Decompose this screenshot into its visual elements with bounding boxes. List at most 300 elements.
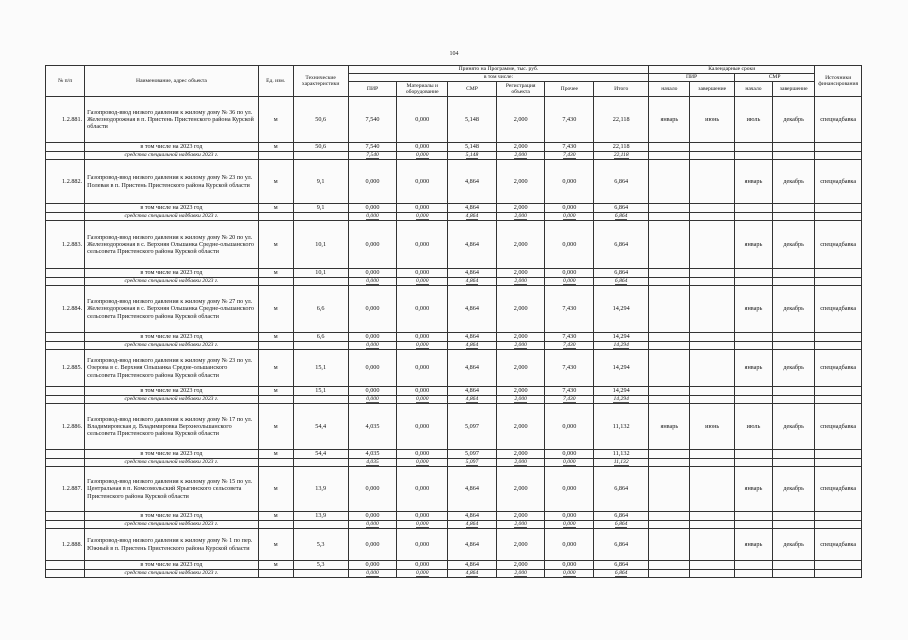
mat-cell: 0,000	[397, 350, 448, 387]
funding-blank	[46, 342, 85, 350]
subtotal-unit: м	[258, 269, 293, 278]
funding-other-cell	[545, 342, 594, 350]
subtotal-empty	[734, 561, 772, 570]
date-e1-cell: июнь	[690, 97, 734, 143]
subtotal-other: 0,000	[545, 512, 594, 521]
smr-cell: 4,864	[448, 529, 497, 561]
subtotal-unit: м	[258, 387, 293, 396]
subtotal-total: 6,864	[594, 269, 649, 278]
funding-mat-cell	[397, 152, 448, 160]
other-cell: 7,430	[545, 286, 594, 333]
subtotal-tech: 50,6	[293, 143, 348, 152]
smr-cell: 4,864	[448, 350, 497, 387]
subtotal-empty	[649, 269, 690, 278]
subtotal-total: 11,132	[594, 450, 649, 459]
funding-label: средства специальной надбавки 2023 г.	[85, 396, 259, 404]
subtotal-other: 7,430	[545, 143, 594, 152]
row-number: 1.2.883.	[46, 221, 85, 269]
header-mat: Материалы и оборудование	[397, 82, 448, 97]
unit-cell: м	[258, 350, 293, 387]
funding-reg-cell	[496, 396, 545, 404]
subtotal-smr: 4,864	[448, 333, 497, 342]
funding-mat: 0,000	[415, 152, 429, 159]
subtotal-unit: м	[258, 204, 293, 213]
subtotal-empty	[690, 387, 734, 396]
subtotal-mat: 0,000	[397, 512, 448, 521]
date-e1-cell	[690, 350, 734, 387]
total-cell: 6,864	[594, 529, 649, 561]
subtotal-smr: 4,864	[448, 512, 497, 521]
subtotal-reg: 2,000	[496, 204, 545, 213]
header-end-pir: завершение	[690, 82, 734, 97]
subtotal-unit: м	[258, 450, 293, 459]
funding-smr-cell	[448, 459, 497, 467]
reg-cell: 2,000	[496, 221, 545, 269]
funding-empty	[690, 342, 734, 350]
subtotal-empty	[815, 387, 862, 396]
row-number: 1.2.888.	[46, 529, 85, 561]
funding-empty	[815, 521, 862, 529]
object-name: Газопровод-ввод низкого давления к жилому дому № 17 по ул. Владимировская д. Владимировка Верхнеольшанского сельсовета Пристенского района Курской области	[85, 404, 259, 450]
subtotal-other: 0,000	[545, 269, 594, 278]
date-e2-cell: декабрь	[773, 286, 815, 333]
subtotal-label: в том числе на 2023 год	[85, 333, 259, 342]
funding-row	[46, 152, 862, 160]
reg-cell: 2,000	[496, 467, 545, 512]
object-name: Газопровод-ввод низкого давления к жилому дому № 1 по пер. Южный в п. Пристень Пристенского района Курской области	[85, 529, 259, 561]
pir-cell: 0,000	[348, 529, 397, 561]
subtotal-empty	[734, 450, 772, 459]
subtotal-row	[46, 387, 862, 396]
funding-empty	[734, 152, 772, 160]
funding-reg-cell	[496, 342, 545, 350]
header-start-pir: начало	[649, 82, 690, 97]
object-row	[46, 467, 862, 512]
funding-smr: 4,864	[465, 521, 479, 528]
funding-smr-cell	[448, 278, 497, 286]
date-s2-cell: январь	[734, 160, 772, 204]
subtotal-label: в том числе на 2023 год	[85, 561, 259, 570]
mat-cell: 0,000	[397, 97, 448, 143]
source-cell: спецнадбавка	[815, 286, 862, 333]
subtotal-other: 0,000	[545, 561, 594, 570]
date-s1-cell	[649, 160, 690, 204]
funding-row	[46, 396, 862, 404]
funding-pir: 0,000	[366, 342, 379, 349]
subtotal-smr: 4,864	[448, 204, 497, 213]
pir-cell: 4,035	[348, 404, 397, 450]
funding-empty	[773, 152, 815, 160]
funding-smr: 5,148	[465, 152, 479, 159]
funding-label: средства специальной надбавки 2023 г.	[85, 570, 259, 578]
subtotal-empty	[649, 561, 690, 570]
funding-empty-tech	[293, 213, 348, 221]
smr-cell: 4,864	[448, 286, 497, 333]
date-e2-cell: декабрь	[773, 529, 815, 561]
subtotal-empty	[773, 512, 815, 521]
header-cal-pir: ПИР	[649, 74, 735, 82]
funding-pir: 7,540	[366, 152, 379, 159]
date-s2-cell: январь	[734, 221, 772, 269]
subtotal-total: 14,294	[594, 387, 649, 396]
funding-other-cell	[545, 459, 594, 467]
funding-smr: 4,864	[465, 278, 479, 285]
tech-cell: 10,1	[293, 221, 348, 269]
date-e2-cell: декабрь	[773, 350, 815, 387]
header-other: Прочее	[545, 82, 594, 97]
subtotal-total: 6,864	[594, 512, 649, 521]
funding-total-cell	[594, 152, 649, 160]
header-cal-smr: СМР	[734, 74, 814, 82]
funding-empty-unit	[258, 459, 293, 467]
date-s1-cell	[649, 221, 690, 269]
source-cell: спецнадбавка	[815, 529, 862, 561]
subtotal-reg: 2,000	[496, 561, 545, 570]
reg-cell: 2,000	[496, 529, 545, 561]
header-source: Источники финансирования	[815, 66, 862, 97]
subtotal-mat: 0,000	[397, 561, 448, 570]
subtotal-empty	[649, 387, 690, 396]
funding-empty	[815, 396, 862, 404]
funding-empty-tech	[293, 459, 348, 467]
subtotal-empty	[734, 269, 772, 278]
date-s1-cell	[649, 286, 690, 333]
row-number: 1.2.884.	[46, 286, 85, 333]
funding-empty-tech	[293, 278, 348, 286]
funding-empty-tech	[293, 521, 348, 529]
funding-empty	[734, 570, 772, 578]
subtotal-label: в том числе на 2023 год	[85, 269, 259, 278]
smr-cell: 4,864	[448, 221, 497, 269]
total-cell: 14,294	[594, 350, 649, 387]
funding-total: 6,864	[614, 213, 628, 220]
date-e2-cell: декабрь	[773, 221, 815, 269]
subtotal-row	[46, 561, 862, 570]
subtotal-mat: 0,000	[397, 333, 448, 342]
date-e2-cell: декабрь	[773, 160, 815, 204]
pir-cell: 0,000	[348, 350, 397, 387]
tech-cell: 15,1	[293, 350, 348, 387]
funding-empty	[734, 396, 772, 404]
subtotal-other: 7,430	[545, 387, 594, 396]
funding-pir: 0,000	[366, 396, 379, 403]
funding-blank	[46, 152, 85, 160]
subtotal-reg: 2,000	[496, 269, 545, 278]
funding-label: средства специальной надбавки 2023 г.	[85, 459, 259, 467]
funding-total: 6,864	[614, 521, 628, 528]
funding-other: 0,000	[563, 570, 576, 577]
subtotal-empty	[690, 450, 734, 459]
subtotal-pir: 0,000	[348, 561, 397, 570]
header-pir: ПИР	[348, 82, 397, 97]
funding-other-cell	[545, 396, 594, 404]
funding-mat: 0,000	[415, 342, 429, 349]
subtotal-pir: 0,000	[348, 512, 397, 521]
funding-pir-cell	[348, 521, 397, 529]
funding-total: 22,118	[613, 152, 629, 159]
header-end-smr: завершение	[773, 82, 815, 97]
subtotal-reg: 2,000	[496, 450, 545, 459]
unit-cell: м	[258, 404, 293, 450]
subtotal-other: 0,000	[545, 450, 594, 459]
other-cell: 7,430	[545, 97, 594, 143]
mat-cell: 0,000	[397, 404, 448, 450]
funding-other: 0,000	[563, 459, 576, 466]
header-calendar: Календарные сроки	[649, 66, 815, 74]
funding-empty-unit	[258, 396, 293, 404]
funding-mat-cell	[397, 459, 448, 467]
header-name: Наименование, адрес объекта	[85, 66, 259, 97]
object-name: Газопровод-ввод низкого давления к жилому дому № 23 по ул. Озерова в с. Верхняя Ольшанка Средне-ольшанского сельсовета Пристенского района Курской области	[85, 350, 259, 387]
source-cell: спецнадбавка	[815, 160, 862, 204]
funding-smr-cell	[448, 342, 497, 350]
funding-smr-cell	[448, 152, 497, 160]
funding-smr-cell	[448, 396, 497, 404]
subtotal-empty	[815, 512, 862, 521]
source-cell: спецнадбавка	[815, 97, 862, 143]
date-s1-cell: январь	[649, 404, 690, 450]
other-cell: 7,430	[545, 350, 594, 387]
source-cell: спецнадбавка	[815, 404, 862, 450]
funding-other: 7,430	[563, 396, 576, 403]
funding-mat-cell	[397, 278, 448, 286]
funding-other: 7,430	[563, 152, 576, 159]
subtotal-empty	[690, 204, 734, 213]
mat-cell: 0,000	[397, 286, 448, 333]
source-cell: спецнадбавка	[815, 467, 862, 512]
subtotal-tech: 6,6	[293, 333, 348, 342]
subtotal-empty	[649, 204, 690, 213]
funding-label: средства специальной надбавки 2023 г.	[85, 521, 259, 529]
date-s2-cell: январь	[734, 529, 772, 561]
funding-smr-cell	[448, 521, 497, 529]
funding-row	[46, 570, 862, 578]
subtotal-empty	[734, 204, 772, 213]
subtotal-empty	[690, 269, 734, 278]
date-s2-cell: январь	[734, 350, 772, 387]
funding-empty	[649, 278, 690, 286]
subtotal-pir: 0,000	[348, 269, 397, 278]
funding-empty-unit	[258, 213, 293, 221]
subtotal-mat: 0,000	[397, 387, 448, 396]
row-number: 1.2.887.	[46, 467, 85, 512]
date-s2-cell: июль	[734, 404, 772, 450]
date-e1-cell	[690, 160, 734, 204]
object-name: Газопровод-ввод низкого давления к жилому дому № 20 по ул. Железнодорожная в с. Верхняя Ольшанка Средне-ольшанского сельсовета Пристенского района Курской области	[85, 221, 259, 269]
tech-cell: 50,6	[293, 97, 348, 143]
funding-reg-cell	[496, 459, 545, 467]
funding-empty	[773, 396, 815, 404]
funding-other: 7,430	[563, 342, 576, 349]
subtotal-label: в том числе на 2023 год	[85, 143, 259, 152]
subtotal-tech: 15,1	[293, 387, 348, 396]
table-header	[46, 66, 862, 97]
subtotal-empty	[690, 561, 734, 570]
subtotal-empty	[649, 450, 690, 459]
unit-cell: м	[258, 529, 293, 561]
date-s2-cell: январь	[734, 467, 772, 512]
funding-mat: 0,000	[415, 278, 429, 285]
subtotal-empty	[773, 450, 815, 459]
object-row	[46, 286, 862, 333]
subtotal-empty	[773, 204, 815, 213]
funding-reg: 2,000	[514, 521, 527, 528]
funding-label: средства специальной надбавки 2023 г.	[85, 152, 259, 160]
funding-row	[46, 278, 862, 286]
header-reg: Регистрация объекта	[496, 82, 545, 97]
subtotal-unit: м	[258, 512, 293, 521]
funding-other-cell	[545, 152, 594, 160]
header-tech: Технические характеристики	[293, 66, 348, 97]
subtotal-tech: 54,4	[293, 450, 348, 459]
funding-label: средства специальной надбавки 2023 г.	[85, 278, 259, 286]
funding-reg: 2,000	[514, 213, 527, 220]
other-cell: 0,000	[545, 221, 594, 269]
funding-row	[46, 213, 862, 221]
subtotal-pir: 0,000	[348, 204, 397, 213]
date-e1-cell	[690, 529, 734, 561]
subtotal-empty	[649, 143, 690, 152]
funding-reg-cell	[496, 521, 545, 529]
funding-mat: 0,000	[415, 396, 429, 403]
funding-pir-cell	[348, 570, 397, 578]
subtotal-label: в том числе на 2023 год	[85, 204, 259, 213]
funding-empty	[649, 342, 690, 350]
subtotal-reg: 2,000	[496, 333, 545, 342]
funding-mat-cell	[397, 570, 448, 578]
funding-total-cell	[594, 213, 649, 221]
funding-label: средства специальной надбавки 2023 г.	[85, 213, 259, 221]
funding-empty	[773, 278, 815, 286]
mat-cell: 0,000	[397, 529, 448, 561]
funding-empty	[734, 459, 772, 467]
object-name: Газопровод-ввод низкого давления к жилому дому № 15 по ул. Центральная в п. Комсомольский Ярыгинского сельсовета Пристенского района Курской области	[85, 467, 259, 512]
date-s1-cell	[649, 350, 690, 387]
other-cell: 0,000	[545, 160, 594, 204]
funding-pir-cell	[348, 278, 397, 286]
header-total: Итого	[594, 82, 649, 97]
funding-pir-cell	[348, 459, 397, 467]
subtotal-mat: 0,000	[397, 269, 448, 278]
total-cell: 6,864	[594, 160, 649, 204]
funding-empty	[649, 459, 690, 467]
funding-smr: 4,864	[465, 570, 479, 577]
pir-cell: 0,000	[348, 286, 397, 333]
funding-other-cell	[545, 570, 594, 578]
source-cell: спецнадбавка	[815, 221, 862, 269]
subtotal-label: в том числе на 2023 год	[85, 387, 259, 396]
funding-empty-unit	[258, 278, 293, 286]
funding-empty	[690, 278, 734, 286]
subtotal-row	[46, 143, 862, 152]
date-e1-cell: июнь	[690, 404, 734, 450]
program-table	[45, 65, 862, 578]
funding-empty-unit	[258, 570, 293, 578]
funding-empty	[690, 459, 734, 467]
subtotal-blank	[46, 450, 85, 459]
subtotal-reg: 2,000	[496, 387, 545, 396]
mat-cell: 0,000	[397, 221, 448, 269]
subtotal-empty	[815, 204, 862, 213]
subtotal-total: 14,294	[594, 333, 649, 342]
funding-empty-unit	[258, 342, 293, 350]
subtotal-row	[46, 204, 862, 213]
subtotal-blank	[46, 387, 85, 396]
subtotal-unit: м	[258, 143, 293, 152]
header-program: Принято на Программе, тыс. руб.	[348, 66, 649, 74]
subtotal-total: 22,118	[594, 143, 649, 152]
subtotal-mat: 0,000	[397, 450, 448, 459]
funding-row	[46, 521, 862, 529]
funding-other-cell	[545, 278, 594, 286]
object-row	[46, 221, 862, 269]
funding-total-cell	[594, 278, 649, 286]
subtotal-empty	[649, 512, 690, 521]
subtotal-row	[46, 269, 862, 278]
funding-empty-tech	[293, 396, 348, 404]
subtotal-empty	[690, 512, 734, 521]
subtotal-pir: 7,540	[348, 143, 397, 152]
funding-empty	[690, 570, 734, 578]
funding-empty	[815, 278, 862, 286]
smr-cell: 5,097	[448, 404, 497, 450]
date-s1-cell	[649, 467, 690, 512]
funding-empty	[649, 570, 690, 578]
funding-smr: 4,864	[465, 342, 479, 349]
total-cell: 11,132	[594, 404, 649, 450]
funding-total-cell	[594, 521, 649, 529]
other-cell: 0,000	[545, 404, 594, 450]
smr-cell: 5,148	[448, 97, 497, 143]
funding-reg: 2,000	[514, 278, 527, 285]
funding-blank	[46, 396, 85, 404]
funding-reg: 2,000	[514, 396, 527, 403]
subtotal-empty	[649, 333, 690, 342]
funding-pir: 4,035	[366, 459, 379, 466]
subtotal-empty	[815, 143, 862, 152]
funding-mat: 0,000	[415, 570, 429, 577]
date-e2-cell: декабрь	[773, 97, 815, 143]
funding-mat-cell	[397, 213, 448, 221]
subtotal-mat: 0,000	[397, 204, 448, 213]
total-cell: 22,118	[594, 97, 649, 143]
funding-reg-cell	[496, 213, 545, 221]
funding-mat-cell	[397, 342, 448, 350]
subtotal-empty	[690, 143, 734, 152]
object-row	[46, 350, 862, 387]
tech-cell: 6,6	[293, 286, 348, 333]
subtotal-empty	[773, 333, 815, 342]
funding-mat-cell	[397, 396, 448, 404]
subtotal-pir: 0,000	[348, 333, 397, 342]
subtotal-label: в том числе на 2023 год	[85, 512, 259, 521]
subtotal-reg: 2,000	[496, 512, 545, 521]
subtotal-smr: 5,148	[448, 143, 497, 152]
subtotal-row	[46, 512, 862, 521]
subtotal-pir: 4,035	[348, 450, 397, 459]
funding-pir-cell	[348, 213, 397, 221]
reg-cell: 2,000	[496, 404, 545, 450]
subtotal-tech: 5,3	[293, 561, 348, 570]
subtotal-smr: 4,864	[448, 387, 497, 396]
pir-cell: 0,000	[348, 160, 397, 204]
row-number: 1.2.886.	[46, 404, 85, 450]
funding-other-cell	[545, 213, 594, 221]
subtotal-label: в том числе на 2023 год	[85, 450, 259, 459]
row-number: 1.2.881.	[46, 97, 85, 143]
date-e2-cell: декабрь	[773, 404, 815, 450]
subtotal-tech: 9,1	[293, 204, 348, 213]
